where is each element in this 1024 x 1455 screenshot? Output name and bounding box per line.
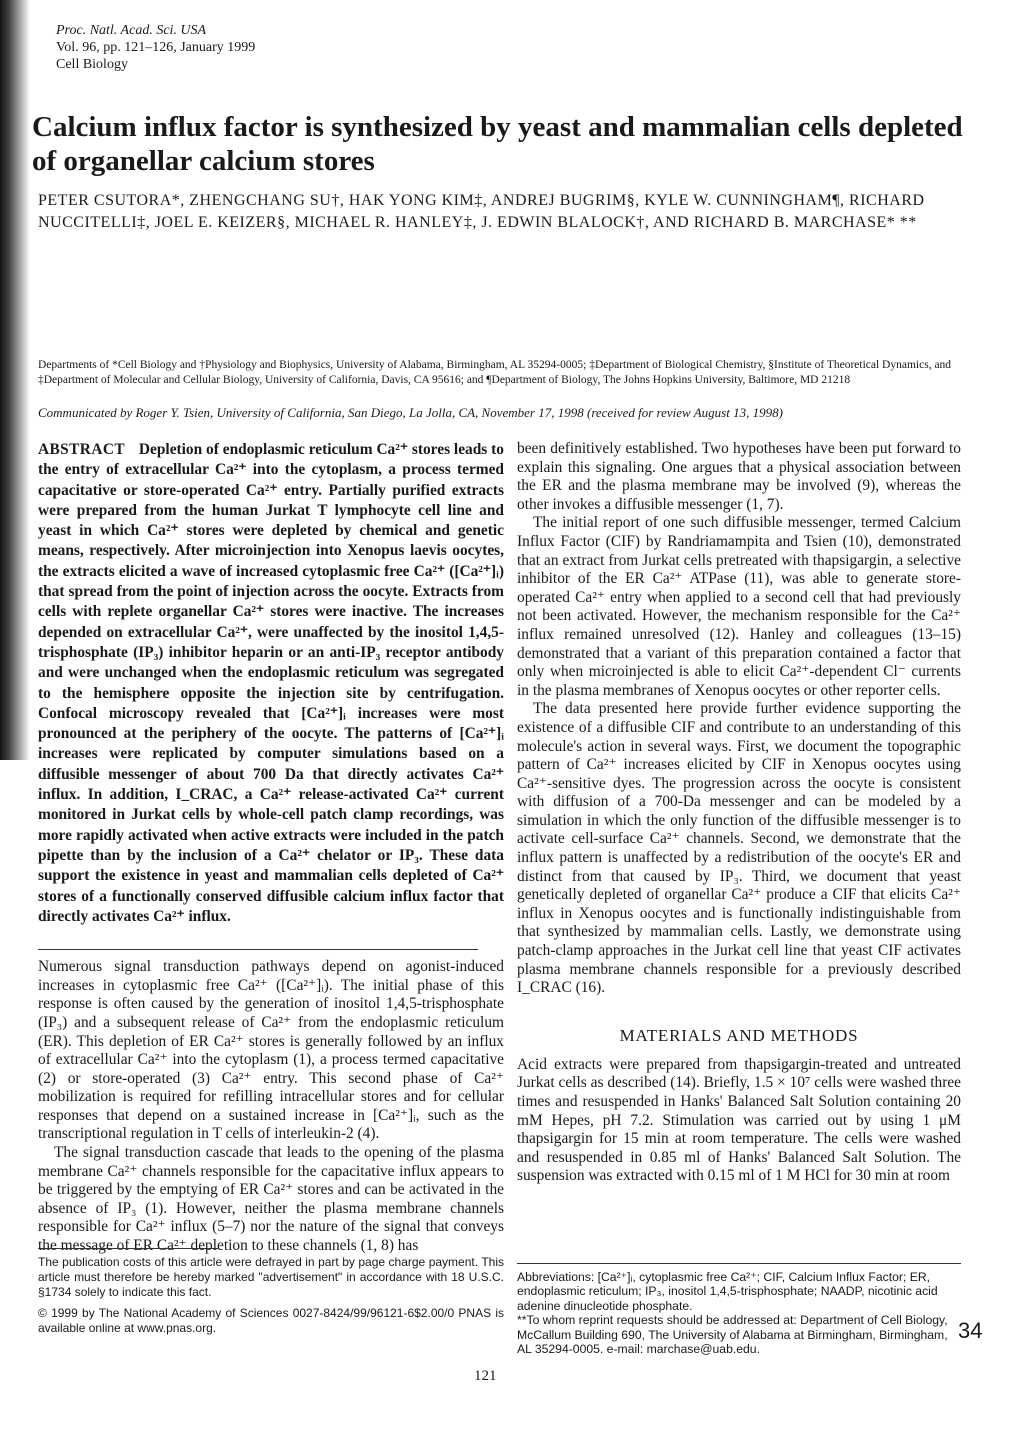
intro-right [517, 440, 961, 998]
methods-body [517, 1056, 961, 1186]
footnote-divider [38, 1248, 218, 1249]
journal-section: Cell Biology [56, 57, 128, 72]
footnote: Abbreviations: [Ca²⁺]ᵢ, cytoplasmic free Ca²⁺; CIF, Calcium Influx Factor; ER, endoplasmic reticulum; IP₃, inositol 1,4,5-trisphosphate; NAADP, nicotinic acid adenine dinucleotide phosphate. [517, 1270, 938, 1313]
abstract-text: Depletion of endoplasmic reticulum Ca²⁺ stores leads to the entry of extracellular Ca²⁺ into the cytoplasm, a process termed capacitative or store-operated Ca²⁺ entry. Partially purified extracts were prepared from the human Jurkat T lymphocyte cell line and yeast in which Ca²⁺ stores were depleted by chemical and genetic means, respectively. After microinjection into Xenopus laevis oocytes, the extracts elicited a wave of increased cytoplasmic free Ca²⁺ ([Ca²⁺]ᵢ) that spread from the point of injection across the oocyte. Extracts from cells with replete organellar Ca²⁺ stores were inactive. The increases depended on extracellular Ca²⁺, were unaffected by the inositol 1,4,5-trisphosphate (IP₃) inhibitor heparin or an anti-IP₃ receptor antibody and were unchanged when the endoplasmic reticulum was segregated to the hemisphere opposite the injection site by centrifugation. Confocal microscopy revealed that [Ca²⁺]ᵢ increases were most pronounced at the periphery of the oocyte. The patterns of [Ca²⁺]ᵢ increases were replicated by computer simulations based on a diffusible messenger of about 700 Da that directly activates Ca²⁺ influx. In addition, I_CRAC, a Ca²⁺ release-activated Ca²⁺ current monitored in Jurkat cells by whole-cell patch clamp recordings, was more rapidly activated when active extracts were included in the patch pipette than by the inclusion of a Ca²⁺ chelator or IP₃. These data support the existence in yeast and mammalian cells depleted of Ca²⁺ stores of a functionally conserved diffusible calcium influx factor that directly activates Ca²⁺ influx. [38, 441, 504, 925]
journal-volume: Vol. 96, pp. 121–126, January 1999 [56, 40, 256, 55]
paragraph: Acid extracts were prepared from thapsigargin-treated and untreated Jurkat cells as described (14). Briefly, 1.5 × 10⁷ cells were washed three times and resuspended in Hanks' Balanced Salt Solution containing 20 mM Hepes, pH 7.2. Stimulation was carried out by using 1 μM thapsigargin for 15 min at room temperature. The cells were washed and resuspended in 0.85 ml of Hanks' Balanced Salt Solution. The suspension was extracted with 0.15 ml of 1 M HCl for 30 min at room [517, 1055, 961, 1185]
footnote: © 1999 by The National Academy of Sciences 0027-8424/99/96121-6$2.00/0 PNAS is available online at www.pnas.org. [38, 1306, 504, 1335]
left-column [38, 440, 504, 1256]
footnotes-left [38, 1248, 504, 1342]
article-title: Calcium influx factor is synthesized by yeast and mammalian cells depleted of organellar calcium stores [32, 111, 963, 177]
footnote-divider [517, 1263, 961, 1264]
affiliations: Departments of *Cell Biology and †Physiology and Biophysics, University of Alabama, Birmingham, AL 35294-0005; ‡Department of Biological Chemistry, §Institute of Theoretical Dynamics, and ‡Department of Molecular and Cellular Biology, University of California, Davis, CA 95616; and ¶Department of Biology, The Johns Hopkins University, Baltimore, MD 21218 [38, 359, 952, 386]
author-list: PETER CSUTORA*, ZHENGCHANG SU†, HAK YONG KIM‡, ANDREJ BUGRIM§, KYLE W. CUNNINGHAM¶, RICHARD NUCCITELLI‡, JOEL E. KEIZER§, MICHAEL R. HANLEY‡, J. EDWIN BLALOCK†, AND RICHARD B. MARCHASE* ** [38, 192, 925, 231]
scan-edge-shadow [0, 0, 30, 760]
intro-left [38, 958, 504, 1256]
abstract-divider [38, 949, 478, 950]
methods-heading: MATERIALS AND METHODS [619, 1025, 859, 1045]
communicated-line: Communicated by Roger Y. Tsien, University of California, San Diego, La Jolla, CA, November 17, 1998 (received for review August 13, 1998) [38, 405, 783, 420]
footnote: The publication costs of this article were defrayed in part by page charge payment. This article must therefore be hereby marked "advertisement" in accordance with 18 U.S.C. §1734 solely to indicate this fact. [38, 1255, 504, 1299]
abstract-heading: ABSTRACT [38, 441, 126, 458]
footnotes-right [517, 1263, 961, 1356]
page-number: 121 [474, 1368, 497, 1384]
paragraph: Numerous signal transduction pathways depend on agonist-induced increases in cytoplasmic free Ca²⁺ ([Ca²⁺]ᵢ). The initial phase of this response is often caused by the generation of inositol 1,4,5-trisphosphate (IP₃) and a subsequent release of Ca²⁺ from the endoplasmic reticulum (ER). This depletion of ER Ca²⁺ stores is generally followed by an influx of extracellular Ca²⁺ into the cytoplasm (1), a process termed capacitative (2) or store-operated (3) Ca²⁺ entry. This second phase of Ca²⁺ mobilization is required for refilling intracellular stores and for cellular responses that depend on a sustained increase in [Ca²⁺]ᵢ, such as the transcriptional regulation in T cells of interleukin-2 (4). [38, 958, 504, 1143]
right-column [517, 440, 961, 1186]
footnote: **To whom reprint requests should be addressed at: Department of Cell Biology, McCallum Building 690, The University of Alabama at Birmingham, Birmingham, AL 35294-0005. e-mail: marchase@uab.edu. [517, 1313, 948, 1357]
paragraph: been definitively established. Two hypotheses have been put forward to explain this signaling. One argues that a physical association between the ER and the plasma membrane may be involved (9), whereas the other invokes a diffusible messenger (1, 7). [517, 440, 961, 513]
paragraph: The initial report of one such diffusible messenger, termed Calcium Influx Factor (CIF) by Randriamampita and Tsien (10), demonstrated that an extract from Jurkat cells pretreated with thapsigargin, a selective inhibitor of the ER Ca²⁺ ATPase (11), was able to generate store-operated Ca²⁺ entry when applied to a second cell that had previously not been activated. However, the mechanism responsible for the Ca²⁺ influx remained unresolved (12). Hanley and colleagues (13–15) demonstrated that a variant of this preparation contained a factor that only when microinjected is able to elicit Ca²⁺-dependent Cl⁻ currents in the plasma membranes of Xenopus oocytes or other reporter cells. [517, 514, 961, 699]
page-tag: 34 [958, 1318, 983, 1343]
abstract [38, 440, 504, 927]
paragraph: The signal transduction cascade that leads to the opening of the plasma membrane Ca²⁺ channels responsible for the capacitative influx appears to be triggered by the emptying of ER Ca²⁺ stores and can be activated in the absence of IP₃ (1). However, neither the plasma membrane channels responsible for Ca²⁺ influx (5–7) nor the nature of the signal that conveys the message of ER Ca²⁺ depletion to these channels (1, 8) has [38, 1144, 504, 1255]
journal-name: Proc. Natl. Acad. Sci. USA [56, 23, 207, 38]
paragraph: The data presented here provide further evidence supporting the existence of a diffusible CIF and contribute to an understanding of this molecule's action in several ways. First, we document the topographic pattern of Ca²⁺ increases elicited by CIF in Xenopus oocytes using Ca²⁺-sensitive dyes. The progression across the oocyte is consistent with diffusion of a 700-Da messenger and can be modeled by a simulation in which the only function of the diffusible messenger is to activate cell-surface Ca²⁺ channels. Second, we demonstrate that the influx pattern is unaffected by a redistribution of the oocyte's ER and distinct from that caused by IP₃. Third, we document that yeast genetically depleted of organellar Ca²⁺ produce a CIF that elicits Ca²⁺ influx in Xenopus oocytes and is functionally indistinguishable from that synthesized by mammalian cells. Lastly, we demonstrate using patch-clamp approaches in the Jurkat cell line that yeast CIF activates plasma membrane channels responsible for a previously described I_CRAC (16). [517, 700, 961, 997]
journal-header [56, 22, 255, 73]
